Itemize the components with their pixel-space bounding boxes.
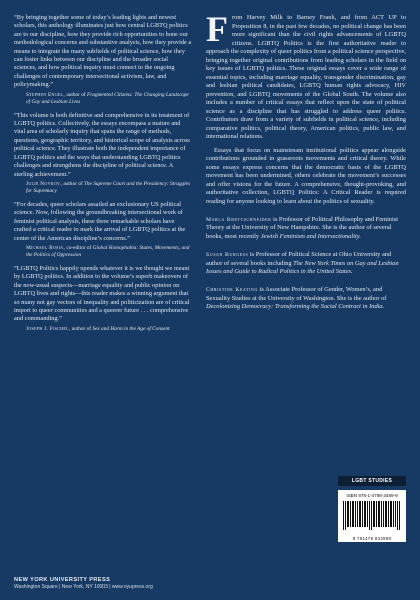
- editor-bio-text: is Associate Professor of Gender, Women’s, and Sexuality Studies at the University of Washington. She is the author of: [206, 286, 387, 302]
- barcode-icon: [343, 501, 401, 534]
- blurb-work: Fragmented Citizens: The Changing Landscape of Gay and Lesbian Lives: [26, 91, 189, 105]
- description-column: [206, 9, 406, 312]
- category-label: LGBT STUDIES: [338, 476, 406, 486]
- blurb-work: Sex and Harm in the Age of Consent: [92, 325, 170, 332]
- editor-work: Decolonizing Democracy: Transforming the Social Contract in India.: [206, 303, 385, 311]
- editor-bio: [206, 216, 406, 241]
- description-text: rom Harvey Milk to Barney Frank, and from ACT UP to Proposition 8, in the past few decades, no political change has been more significant than the civil rights advancements of LGBTQ citizens. LGBTQ Politics is the first authoritative reader to approach the complexity of queer politics from a political science perspective, bringing together original contributions from leading scholars in the field on key issues of LGBTQ politics. These original essays cover a wide range of essential topics, including marriage equality, transgender discrimination, gay and lesbian political candidates, LGBTQ human rights advocacy, HIV prevention, and LGBTQ movements of the Global South. The volume also includes a number of critical essays that reflect upon the state of political science as a discipline that has struggled to address queer politics. Contributors draw from a variety of subfields in political science, including comparative politics, political theory, American politics, public law, and international relations.: [206, 14, 406, 140]
- publisher-block: [14, 577, 153, 590]
- editor-name: Marla Brettschneider: [206, 217, 272, 223]
- blurb-role: co-editor of: [66, 244, 92, 251]
- blurb-attribution: [26, 326, 192, 333]
- blurb-role: author of: [71, 325, 92, 332]
- drop-cap: F: [206, 9, 228, 49]
- blurbs-column: [14, 14, 192, 590]
- book-description: [206, 9, 406, 206]
- blurb-attribution: [26, 245, 192, 259]
- blurb-quote: “LGBTQ Politics happily upends whatever it is we thought we meant by LGBTQ politics. In addition to the volume’s superb makeovers of the now-usual suspects—marriage equality and public opinion on LGBTQ lives and rights—this reader makes a winning argument that so many not gay vectors of inequality and politicization are of critical import to queer communities and a queerer future . . . comprehensive and commanding.”: [14, 264, 190, 323]
- editor-bio: [206, 286, 406, 311]
- barcode-block: [338, 490, 406, 542]
- description-paragraph: Essays that focus on mainstream institutional politics appear alongside contributions grounded in grassroots movements and critical theory. While some essays express concerns that the democratic basis of the LGBTQ movement has been undermined, others celebrate the movement’s successes and offer visions for the future. A comprehensive, thought-provoking, and authoritative collection, LGBTQ Politics: A Critical Reader is required reading for anyone looking to learn about the politics of sexuality.: [206, 146, 406, 205]
- blurb-author: Stephen Engel,: [26, 91, 66, 98]
- publisher-address: Washington Square | New York, NY 10003 | www.nyupress.org: [14, 584, 153, 590]
- editor-bio-text: is Professor of Political Science at Ohio University and author of several books including: [206, 251, 392, 267]
- blurb-role: author of: [66, 91, 86, 98]
- editor-work: The New York Times on Gay and Lesbian Issues and Guide to Radical Politics in the United States.: [206, 259, 399, 276]
- blurb-attribution: [26, 92, 192, 106]
- blurb-quote: “This volume is both definitive and comprehensive in its treatment of LGBTQ politics. Collectively, the essays encompass a mature and vital area of scholarly inquiry that spans the range of methods, questions, geographic territory, and historical scope of analysis across political science. They illustrate both the independent importance of LGBTQ politics and the ways that understanding LGBTQ politics challenges and strengthens the discipline of political science. A sterling achievement.”: [14, 111, 190, 178]
- blurb-work: The Supreme Court and the Presidency: Struggles for Supremacy: [26, 180, 191, 194]
- blurb: [14, 112, 192, 195]
- editor-bio: [206, 251, 406, 276]
- blurb-author: Joseph J. Fischel,: [26, 325, 71, 332]
- blurb: [14, 201, 192, 259]
- editor-work: Jewish Feminism and Intersectionality.: [260, 232, 361, 240]
- publisher-name: NEW YORK UNIVERSITY PRESS: [14, 577, 111, 583]
- blurb-author: Michael Bosia,: [26, 244, 66, 251]
- blurb: [14, 265, 192, 333]
- blurb-author: Julie Novkov,: [26, 180, 62, 187]
- blurb-quote: “For decades, queer scholars assailed an exclusionary US political science. Now, following the groundbreaking intersectional work of feminist political analysis, these three remarkable scholars have crafted a critical reader to mark the arrival of LGBTQ politics at the center of the American discipline’s concerns.”: [14, 200, 186, 242]
- blurb: [14, 14, 192, 106]
- blurb-work: Global Homophobia: States, Movements, and the Politics of Oppression: [26, 244, 190, 258]
- blurb-role: author of: [63, 180, 83, 187]
- editor-name: Christine Keating: [206, 287, 259, 294]
- blurb-quote: “By bringing together some of today’s leading lights and newest scholars, this anthology illuminates just how central LGBTQ politics are to our discipline, how they provide rich opportunities to hone our methodological concerns and substantive analysis, how they provide a means to integrate the many subfields of political science, how they can foster links between our discipline and the broader social sciences, and how political inquiry must connect to the ongoing challenges of contemporary intersectional activism, law, and policymaking.”: [14, 14, 192, 89]
- barcode-number: 9 781479 834899: [352, 536, 392, 541]
- editor-bio-text: is Professor of Political Philosophy and Feminist Theory at the University of New Hampshire. She is the author of several books, most recently: [206, 216, 399, 240]
- isbn-text: ISBN 978-1-4798-3489-9: [346, 493, 398, 498]
- blurb-attribution: [26, 181, 192, 195]
- editor-name: Susan Burgess: [206, 252, 249, 259]
- description-paragraph: [206, 9, 406, 142]
